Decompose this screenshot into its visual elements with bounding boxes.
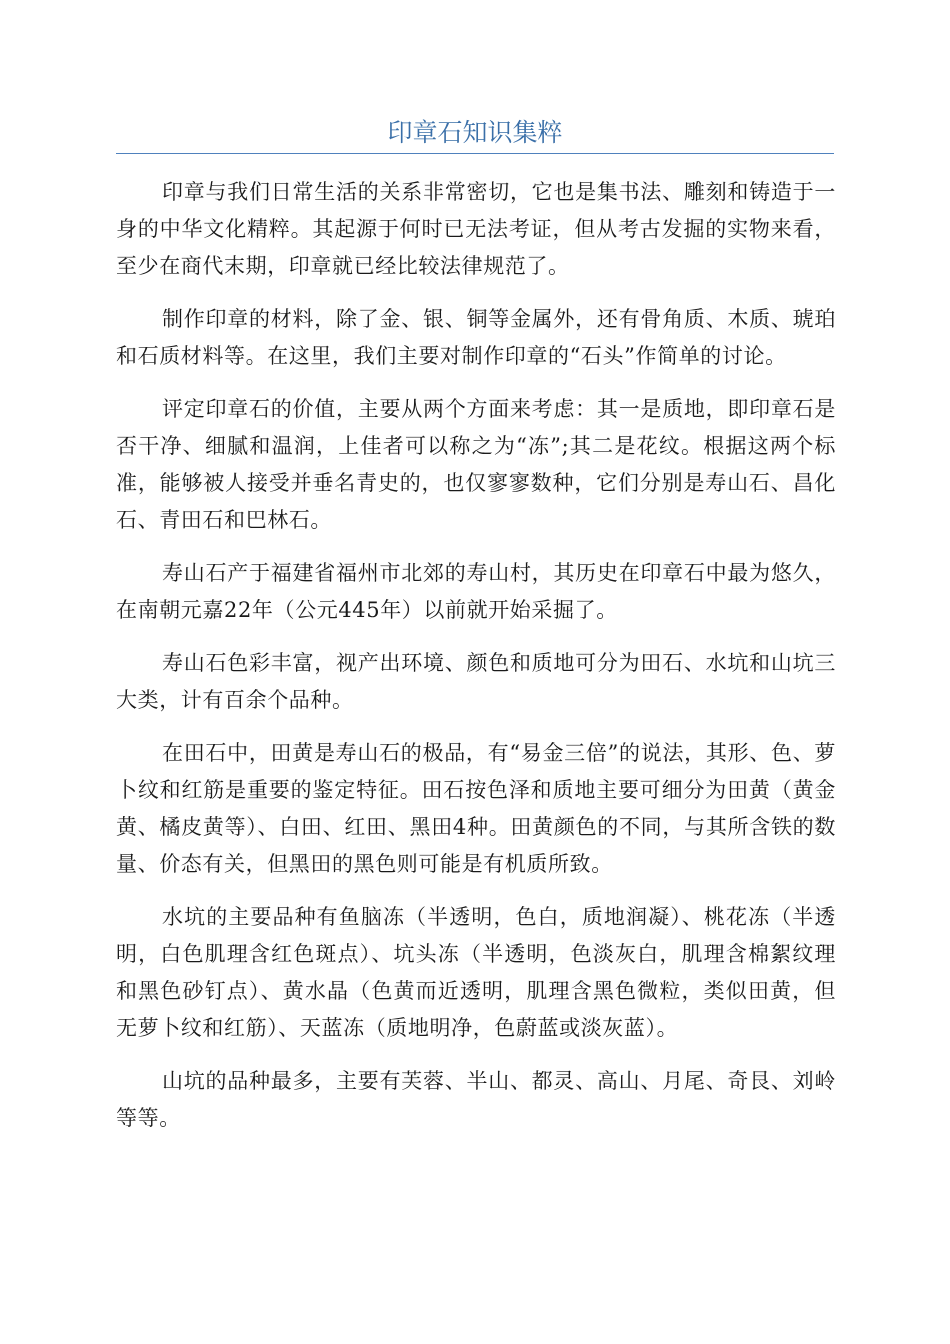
document-body	[116, 174, 836, 1153]
paragraph-2: 制作印章的材料，除了金、银、铜等金属外，还有骨角质、木质、琥珀和石质材料等。在这里，我们主要对制作印章的“石头”作简单的讨论。	[116, 307, 836, 368]
paragraph-3: 评定印章石的价值，主要从两个方面来考虑：其一是质地，即印章石是否干净、细腻和温润，上佳者可以称之为“冻”;其二是花纹。根据这两个标准，能够被人接受并垂名青史的，也仅寥寥数种，它们分别是寿山石、昌化石、青田石和巴林石。	[116, 397, 836, 532]
document-title: 印章石知识集粹	[116, 112, 834, 154]
paragraph-8: 山坑的品种最多，主要有芙蓉、半山、都灵、高山、月尾、奇艮、刘岭等等。	[116, 1069, 836, 1130]
paragraph-1: 印章与我们日常生活的关系非常密切，它也是集书法、雕刻和铸造于一身的中华文化精粹。其起源于何时已无法考证，但从考古发掘的实物来看，至少在商代末期，印章就已经比较法律规范了。	[116, 180, 836, 278]
paragraph-6: 在田石中，田黄是寿山石的极品，有“易金三倍”的说法，其形、色、萝卜纹和红筋是重要的鉴定特征。田石按色泽和质地主要可细分为田黄（黄金黄、橘皮黄等）、白田、红田、黑田4种。田黄颜色的不同，与其所含铁的数量、价态有关，但黑田的黑色则可能是有机质所致。	[116, 741, 836, 876]
paragraph-7: 水坑的主要品种有鱼脑冻（半透明，色白，质地润凝）、桃花冻（半透明，白色肌理含红色斑点）、坑头冻（半透明，色淡灰白，肌理含棉絮纹理和黑色砂钉点）、黄水晶（色黄而近透明，肌理含黑色微粒，类似田黄，但无萝卜纹和红筋）、天蓝冻（质地明净，色蔚蓝或淡灰蓝）。	[116, 905, 836, 1040]
paragraph-5: 寿山石色彩丰富，视产出环境、颜色和质地可分为田石、水坑和山坑三大类，计有百余个品种。	[116, 651, 836, 712]
paragraph-4: 寿山石产于福建省福州市北郊的寿山村，其历史在印章石中最为悠久，在南朝元嘉22年（公元445年）以前就开始采掘了。	[116, 561, 836, 622]
